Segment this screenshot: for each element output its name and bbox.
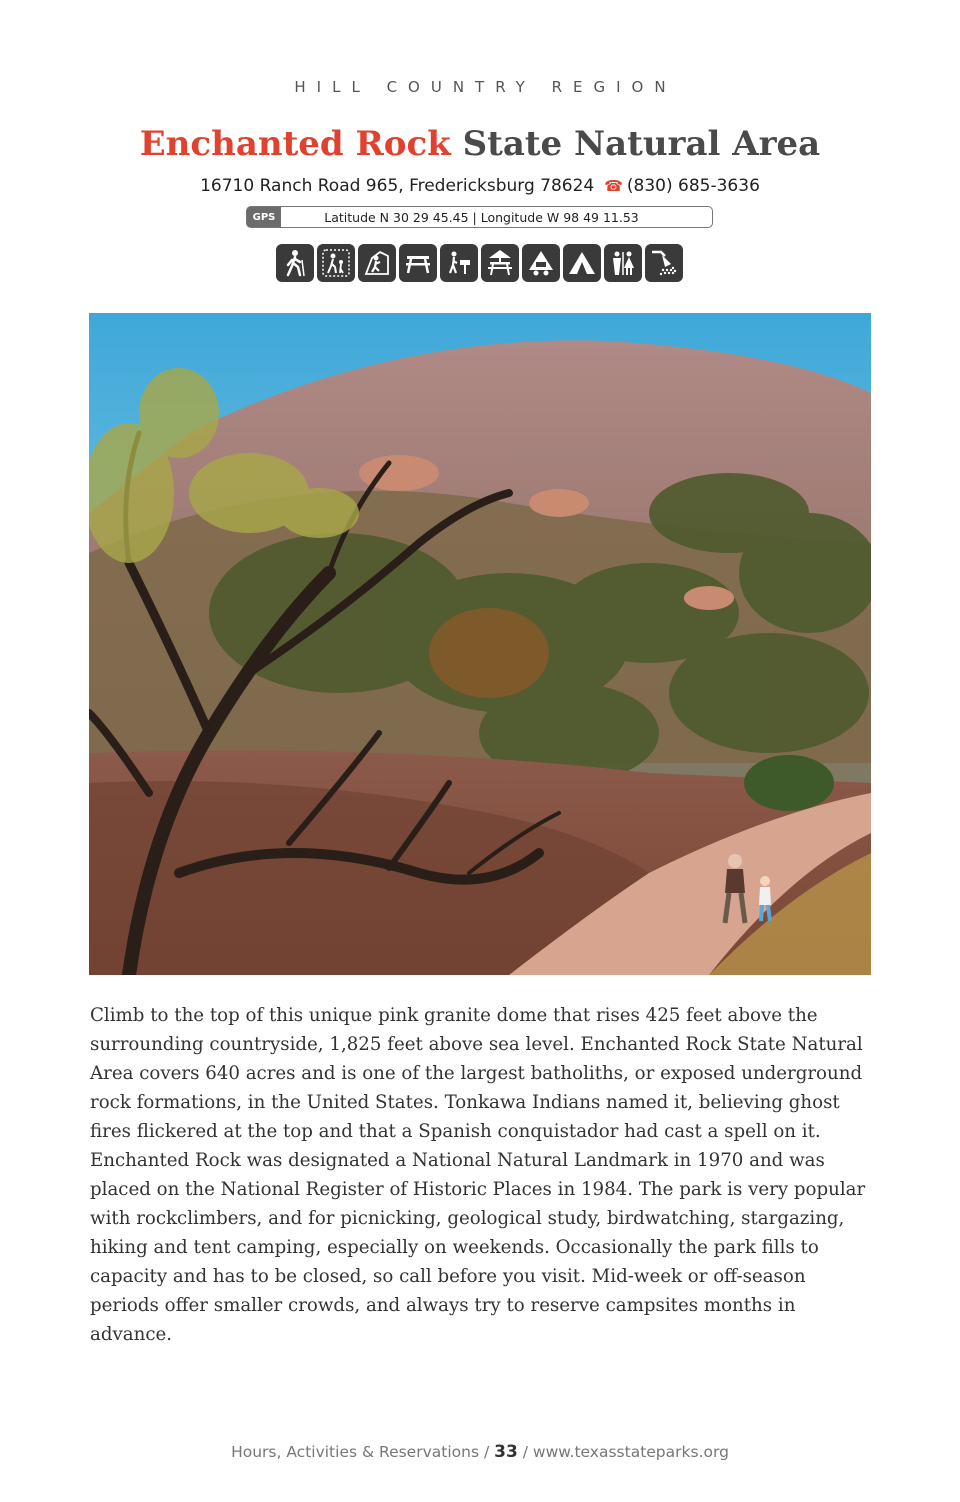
tent-camping-icon <box>563 244 601 282</box>
group-picnic-icon <box>481 244 519 282</box>
showers-icon <box>645 244 683 282</box>
gps-badge: GPS <box>247 207 281 227</box>
park-contact <box>0 176 960 196</box>
restrooms-icon <box>604 244 642 282</box>
rock-climbing-icon <box>358 244 396 282</box>
nature-trail-icon <box>317 244 355 282</box>
interpretive-trail-icon <box>440 244 478 282</box>
park-phone[interactable]: (830) 685-3636 <box>626 176 760 196</box>
hiking-icon <box>276 244 314 282</box>
park-photo <box>89 313 871 975</box>
park-description: Climb to the top of this unique pink granite dome that rises 425 feet above the surrounding countryside, 1,825 feet above sea level. Enchanted Rock State Natural Area covers 640 acres and is one of the largest batholiths, or exposed underground rock formations, in the United States. Tonkawa Indians named it, believing ghost fires flickered at the top and that a Spanish conquistador had cast a spell on it. Enchanted Rock was designated a National Natural Landmark in 1970 and was placed on the National Register of Historic Places in 1984. The park is very popular with rockclimbers, and for picnicking, geological study, birdwatching, stargazing, hiking and tent camping, especially on weekends. Occasionally the park fills to capacity and has to be closed, so call before you visit. Mid-week or off-season periods offer smaller crowds, and always try to reserve campsites months in advance. <box>90 1005 866 1345</box>
page-title <box>0 124 960 164</box>
phone-icon: ☎ <box>604 177 623 195</box>
region-header: HILL COUNTRY REGION <box>294 78 677 96</box>
page-number: 33 <box>494 1442 518 1462</box>
park-address: 16710 Ranch Road 965, Fredericksburg 78624 <box>200 176 595 196</box>
gps-bar <box>246 206 713 228</box>
picnic-icon <box>399 244 437 282</box>
amenity-icons <box>276 244 683 282</box>
gps-coordinates: Latitude N 30 29 45.45 | Longitude W 98 49 11.53 <box>324 209 639 225</box>
park-name: Enchanted Rock <box>139 124 451 164</box>
footer-separator: / <box>483 1443 490 1461</box>
footer-website[interactable]: www.texasstateparks.org <box>532 1443 729 1461</box>
footer-section[interactable]: Hours, Activities & Reservations <box>231 1443 480 1461</box>
park-type: State Natural Area <box>462 124 821 164</box>
footer-separator: / <box>522 1443 528 1461</box>
page-footer <box>0 1442 960 1462</box>
rv-camping-icon <box>522 244 560 282</box>
